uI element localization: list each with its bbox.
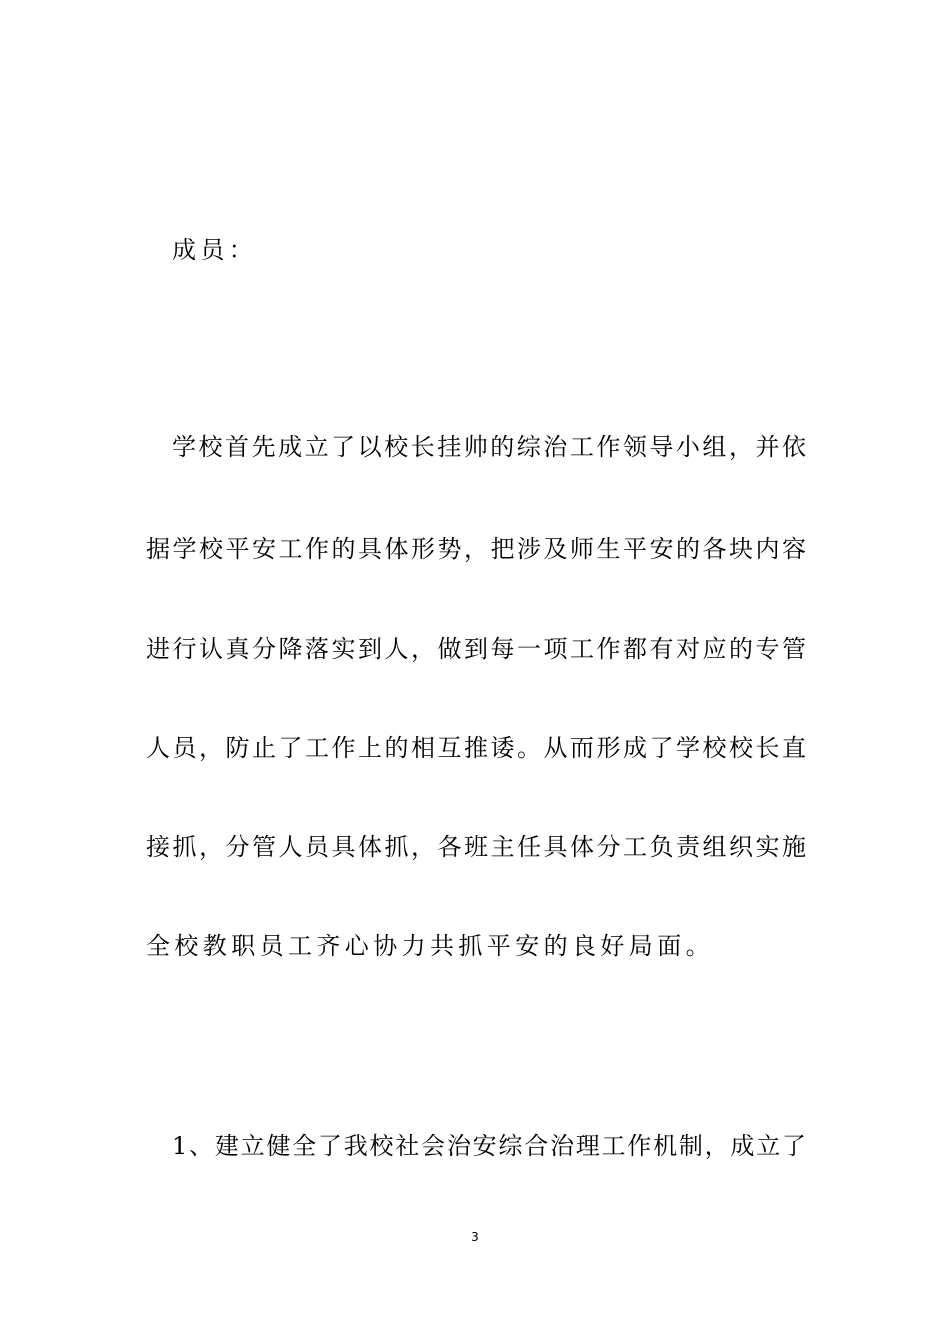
paragraph-line: 进行认真分降落实到人，做到每一项工作都有对应的专管	[146, 635, 806, 663]
paragraph-line: 全校教职员工齐心协力共抓平安的良好局面。	[146, 932, 714, 960]
paragraph-line: 人员，防止了工作上的相互推诿。从而形成了学校校长直	[146, 734, 806, 762]
paragraph-line: 接抓，分管人员具体抓，各班主任具体分工负责组织实施	[146, 833, 806, 861]
paragraph-line: 学校首先成立了以校长挂帅的综治工作领导小组，并依	[172, 433, 806, 461]
numbered-item-1: 1、建立健全了我校社会治安综合治理工作机制，成立了	[172, 1132, 806, 1160]
page-number: 3	[471, 1230, 479, 1244]
members-heading: 成员：	[172, 236, 258, 264]
paragraph-line: 据学校平安工作的具体形势，把涉及师生平安的各块内容	[146, 535, 806, 563]
